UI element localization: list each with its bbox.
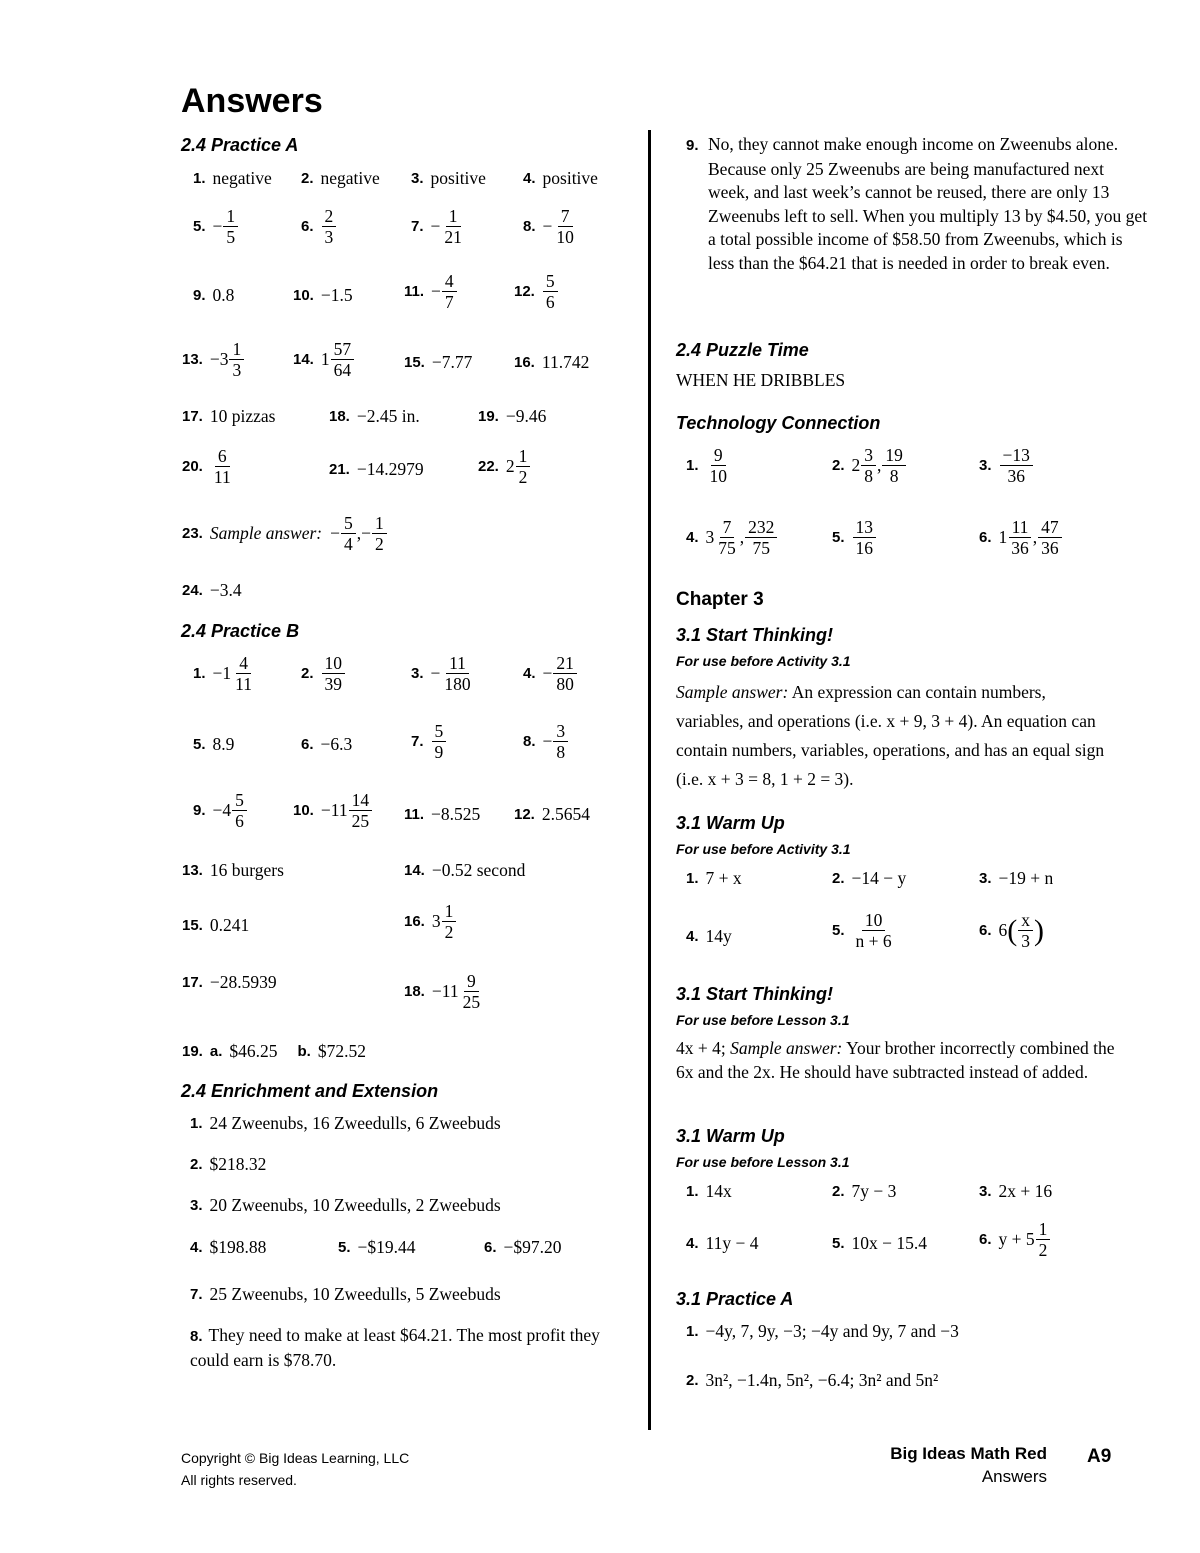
technology-item-1: 1. $\frac{9}{10}$ [686,446,731,486]
practice-b-item-17: 17. −28.5939 [182,972,277,992]
fraction: $\frac{1}{5}$ [223,207,238,247]
practice-a-3-item-2: 2. 3n², −1.4n, 5n², −6.4; 3n² and 5n² [686,1370,939,1390]
technology-item-3: 3. $\frac{-13}{36}$ [979,446,1034,486]
warm-up-1-item-6: 6. 6 ( $\frac{x}{3}$ ) [979,910,1045,952]
fraction: $\frac{3}{8}$ [861,446,876,486]
footer-page-number: A9 [1087,1446,1112,1467]
section-heading-practice-a: 2.4 Practice A [181,135,299,155]
section-heading-practice-b: 2.4 Practice B [181,621,300,641]
subheading-start-thinking-1: For use before Activity 3.1 [676,653,851,669]
warm-up-2-item-1: 1. 14x [686,1181,732,1201]
practice-b-item-3: 3. − $\frac{11}{180}$ [411,654,475,694]
technology-item-5: 5. $\frac{13}{16}$ [832,518,877,558]
practice-a-item-20: 20. $\frac{6}{11}$ [182,447,235,487]
practice-a-item-3: 3. positive [411,168,486,188]
enrichment-item-6: 6. −$97.20 [484,1237,562,1257]
practice-b-item-8: 8. − $\frac{3}{8}$ [523,722,569,762]
footer-section: Answers [981,1467,1047,1486]
practice-a-item-4: 4. positive [523,168,598,188]
enrichment-item-4: 4. $198.88 [190,1237,267,1257]
practice-a-item-13: 13. −3 $\frac{1}{3}$ [182,340,245,380]
fraction: $\frac{1}{2}$ [442,902,457,942]
fraction: $\frac{3}{8}$ [553,722,568,762]
practice-a-item-5: 5. − $\frac{1}{5}$ [193,207,239,247]
section-heading-warm-up-2: 3.1 Warm Up [676,1126,785,1146]
fraction: $\frac{1}{2}$ [1036,1220,1051,1260]
practice-a-item-17: 17. 10 pizzas [182,406,276,426]
subheading-warm-up-1: For use before Activity 3.1 [676,841,851,857]
practice-b-item-14: 14. −0.52 second [404,860,526,880]
practice-b-item-11: 11. −8.525 [404,804,481,824]
fraction: $\frac{9}{25}$ [462,971,481,1013]
fraction: $\frac{1}{2}$ [372,514,387,554]
practice-a-item-21: 21. −14.2979 [329,459,424,479]
practice-a-item-15: 15. −7.77 [404,352,473,372]
fraction: $\frac{47}{36}$ [1038,518,1062,558]
puzzle-answer: WHEN HE DRIBBLES [676,370,846,390]
fraction: $\frac{13}{16}$ [853,518,877,558]
fraction: $\frac{10}{n + 6}$ [855,910,892,952]
fraction: $\frac{19}{8}$ [882,446,906,486]
practice-a-item-11: 11. − $\frac{4}{7}$ [404,272,458,312]
warm-up-2-item-2: 2. 7y − 3 [832,1181,897,1201]
enrichment-item-2: 2. $218.32 [190,1154,267,1174]
fraction: $\frac{5}{6}$ [543,272,558,312]
enrichment-item-7: 7. 25 Zweenubs, 10 Zweedulls, 5 Zweebuds [190,1284,501,1304]
fraction: $\frac{4}{11}$ [235,653,252,695]
fraction: $\frac{1}{2}$ [516,447,531,487]
fraction: $\frac{7}{75}$ [718,517,736,559]
fraction: $\frac{-13}{36}$ [1000,446,1033,486]
practice-a-item-12: 12. $\frac{5}{6}$ [514,272,559,312]
fraction: $\frac{21}{80}$ [553,654,577,694]
section-heading-enrichment: 2.4 Enrichment and Extension [181,1081,439,1101]
warm-up-1-item-1: 1. 7 + x [686,868,742,888]
enrichment-item-3: 3. 20 Zweenubs, 10 Zweedulls, 2 Zweebuds [190,1195,501,1215]
practice-b-item-6: 6. −6.3 [301,734,353,754]
fraction: $\frac{10}{39}$ [322,654,346,694]
section-heading-technology: Technology Connection [676,413,881,433]
practice-b-item-5: 5. 8.9 [193,734,235,754]
fraction: $\frac{2}{3}$ [322,207,337,247]
practice-a-item-7: 7. − $\frac{1}{21}$ [411,207,466,247]
section-heading-practice-a-3: 3.1 Practice A [676,1289,794,1309]
enrichment-item-5: 5. −$19.44 [338,1237,416,1257]
practice-a-item-23: 23. Sample answer: − $\frac{5}{4}$ ,− $\frac{1}{2}$ [182,514,388,554]
practice-a-item-6: 6. $\frac{2}{3}$ [301,207,337,247]
subheading-warm-up-2: For use before Lesson 3.1 [676,1154,850,1170]
practice-a-item-22: 22. 2 $\frac{1}{2}$ [478,447,531,487]
fraction: $\frac{9}{10}$ [709,445,728,487]
subheading-start-thinking-2: For use before Lesson 3.1 [676,1012,850,1028]
technology-item-6: 6. 1 $\frac{11}{36}$ , $\frac{47}{36}$ [979,518,1063,558]
warm-up-2-item-6: 6. y + 5 $\frac{1}{2}$ [979,1220,1051,1260]
chapter-heading: Chapter 3 [676,589,764,610]
practice-a-item-16: 16. 11.742 [514,352,590,372]
start-thinking-2-answer: 4x + 4; Sample answer: Your brother incorrectly combined the 6x and the 2x. He should have subtracted instead of added. [676,1038,1115,1082]
start-thinking-1-answer: Sample answer: An expression can contain numbers, variables, and operations (i.e. x + 9, 3 + 4). An equation can contain numbers, variables, operations, and has an equal sign (i.e. x + 3 = 8, 1 + 2 = 3). [676,682,1105,789]
practice-b-item-4: 4. − $\frac{21}{80}$ [523,654,578,694]
footer-book-title: Big Ideas Math Red [890,1444,1047,1463]
column-divider [648,130,651,1430]
fraction: $\frac{232}{75}$ [745,518,777,558]
fraction: $\frac{5}{6}$ [232,791,247,831]
practice-a-item-2: 2. negative [301,168,380,188]
warm-up-2-item-5: 5. 10x − 15.4 [832,1233,928,1253]
fraction: $\frac{6}{11}$ [213,446,231,488]
warm-up-1-item-2: 2. −14 − y [832,868,907,888]
practice-b-item-19: 19. a. $46.25 b. $72.52 [182,1041,366,1061]
fraction: $\frac{5}{4}$ [341,514,356,554]
fraction: $\frac{x}{3}$ [1018,911,1033,951]
practice-b-item-16: 16. 3 $\frac{1}{2}$ [404,902,457,942]
practice-b-item-1: 1. −1 $\frac{4}{11}$ [193,654,256,694]
warm-up-1-item-5: 5. $\frac{10}{n + 6}$ [832,911,896,951]
practice-a-item-8: 8. − $\frac{7}{10}$ [523,207,578,247]
fraction: $\frac{7}{10}$ [556,206,574,248]
footer-copyright: Copyright © Big Ideas Learning, LLC All rights reserved. [181,1450,410,1488]
practice-a-item-18: 18. −2.45 in. [329,406,420,426]
practice-a-item-10: 10. −1.5 [293,285,353,305]
practice-b-item-13: 13. 16 burgers [182,860,284,880]
practice-a-3-item-1: 1. −4y, 7, 9y, −3; −4y and 9y, 7 and −3 [686,1321,959,1341]
fraction: $\frac{5}{9}$ [432,722,447,762]
enrichment-item-1: 1. 24 Zweenubs, 16 Zweedulls, 6 Zweebuds [190,1113,501,1133]
practice-a-item-1: 1. negative [193,168,272,188]
technology-item-2: 2. 2 $\frac{3}{8}$ , $\frac{19}{8}$ [832,446,907,486]
fraction: $\frac{57}{64}$ [331,340,355,380]
practice-b-item-2: 2. $\frac{10}{39}$ [301,654,346,694]
practice-b-item-7: 7. $\frac{5}{9}$ [411,722,447,762]
warm-up-2-item-4: 4. 11y − 4 [686,1233,759,1253]
warm-up-1-item-4: 4. 14y [686,926,732,946]
practice-a-item-9: 9. 0.8 [193,285,235,305]
section-heading-puzzle-time: 2.4 Puzzle Time [676,340,809,360]
practice-b-item-9: 9. −4 $\frac{5}{6}$ [193,791,248,831]
practice-a-item-24: 24. −3.4 [182,580,242,600]
practice-a-item-19: 19. −9.46 [478,406,547,426]
fraction: $\frac{11}{36}$ [1008,518,1032,558]
section-heading-warm-up-1: 3.1 Warm Up [676,813,785,833]
fraction: $\frac{1}{21}$ [444,206,462,248]
fraction: $\frac{4}{7}$ [442,272,457,312]
fraction: $\frac{11}{180}$ [444,653,471,695]
section-heading-start-thinking-1: 3.1 Start Thinking! [676,625,834,645]
practice-b-item-18: 18. −11 $\frac{9}{25}$ [404,972,484,1012]
page-title: Answers [181,82,323,120]
warm-up-2-item-3: 3. 2x + 16 [979,1181,1053,1201]
practice-b-item-15: 15. 0.241 [182,915,250,935]
section-heading-start-thinking-2: 3.1 Start Thinking! [676,984,834,1004]
practice-a-item-14: 14. 1 $\frac{57}{64}$ [293,340,355,380]
fraction: $\frac{14}{25}$ [349,791,373,831]
enrichment-item-8: 8. They need to make at least $64.21. The most profit they could earn is $78.70. [190,1325,600,1370]
fraction: $\frac{1}{3}$ [229,340,244,380]
warm-up-1-item-3: 3. −19 + n [979,868,1054,888]
practice-b-item-12: 12. 2.5654 [514,804,590,824]
technology-item-4: 4. 3 $\frac{7}{75}$ , $\frac{232}{75}$ [686,518,778,558]
enrichment-item-9: 9. No, they cannot make enough income on Zweenubs alone. Because only 25 Zweenubs are being manufactured next week, and last week’s cannot be reused, there are only 13 Zweenubs left to sell. When you multiply 13 by $4.50, you get a total possible income of $58.50 from Zweenubs, which is less than the $64.21 that is needed in order to break even. [686,134,1148,273]
practice-b-item-10: 10. −11 $\frac{14}{25}$ [293,791,373,831]
